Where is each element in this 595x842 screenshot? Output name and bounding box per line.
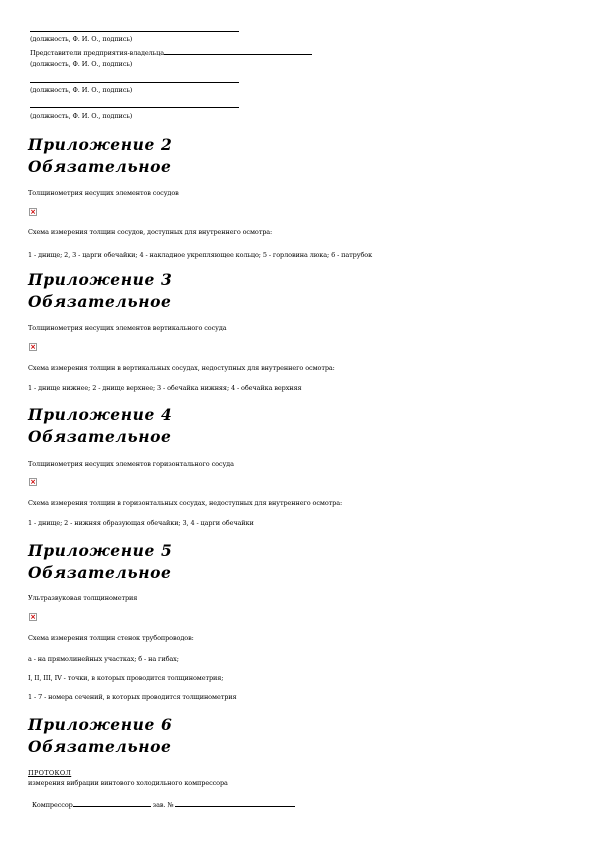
appendix-3-subtitle: Толщинометрия несущих элементов вертикального сосуда [28, 324, 227, 332]
appendix-3-scheme: Схема измерения толщин в вертикальных сосудах, недоступных для внутреннего осмотра: [28, 364, 335, 372]
appendix-2-status: Обязательное [28, 157, 172, 176]
protocol-label: ПРОТОКОЛ [28, 769, 72, 777]
appendix-2-subtitle: Толщинометрия несущих элементов сосудов [28, 189, 179, 197]
appendix-6-title: Приложение 6 [28, 715, 173, 734]
appendix-2-legend: 1 - днище; 2, 3 - царги обечайки; 4 - накладное укрепляющее кольцо; 5 - горловина люка; 6 - патрубок [28, 251, 373, 259]
appendix-2-title: Приложение 2 [28, 135, 173, 154]
compressor-row [32, 799, 295, 809]
representative-label-text: Представители предприятия-владельца [30, 49, 164, 57]
appendix-5-status: Обязательное [28, 563, 172, 582]
appendix-2-scheme: Схема измерения толщин сосудов, доступных для внутреннего осмотра: [28, 228, 273, 236]
appendix-5-scheme: Схема измерения толщин стенок трубопроводов: [28, 634, 194, 642]
representative-label [30, 47, 312, 57]
appendix-5-title: Приложение 5 [28, 541, 173, 560]
serial-field-line [175, 799, 295, 807]
appendix-4-subtitle: Толщинометрия несущих элементов горизонтального сосуда [28, 460, 234, 468]
serial-label: зав. № [152, 801, 174, 809]
appendix-5-subtitle: Ультразвуковая толщинометрия [28, 594, 138, 602]
signature-line-4 [30, 107, 239, 108]
appendix-5-legend-a: а - на прямолинейных участках; б - на гибах; [28, 655, 179, 663]
signature-caption-3: (должность, Ф. И. О., подпись) [30, 86, 133, 94]
signature-line-1 [30, 31, 239, 32]
appendix-4-scheme: Схема измерения толщин в горизонтальных сосудах, недоступных для внутреннего осмотра: [28, 499, 343, 507]
appendix-4-legend: 1 - днище; 2 - нижняя образующая обечайки; 3, 4 - царги обечайки [28, 519, 254, 527]
appendix-5-legend-b: I, II, III, IV - точки, в которых проводится толщинометрия; [28, 674, 224, 682]
appendix-5-legend-c: 1 - 7 - номера сечений, в которых проводится толщинометрия [28, 693, 237, 701]
signature-line-3 [30, 82, 239, 83]
compressor-field-line [73, 799, 151, 807]
appendix-3-legend: 1 - днище нижнее; 2 - днище верхнее; 3 - обечайка нижняя; 4 - обечайка верхняя [28, 384, 302, 392]
broken-image-icon: × [30, 208, 36, 216]
broken-image-icon: × [30, 343, 36, 351]
appendix-3-title: Приложение 3 [28, 270, 173, 289]
broken-image-icon: × [30, 478, 36, 486]
compressor-label: Компрессор [32, 801, 73, 809]
representative-signature-line [164, 47, 312, 55]
protocol-subject: измерения вибрации винтового холодильного компрессора [28, 779, 228, 787]
appendix-6-status: Обязательное [28, 737, 172, 756]
signature-caption-1: (должность, Ф. И. О., подпись) [30, 35, 133, 43]
signature-caption-4: (должность, Ф. И. О., подпись) [30, 112, 133, 120]
appendix-4-title: Приложение 4 [28, 405, 173, 424]
appendix-4-status: Обязательное [28, 427, 172, 446]
broken-image-icon: × [30, 613, 36, 621]
signature-caption-2: (должность, Ф. И. О., подпись) [30, 60, 133, 68]
appendix-3-status: Обязательное [28, 292, 172, 311]
